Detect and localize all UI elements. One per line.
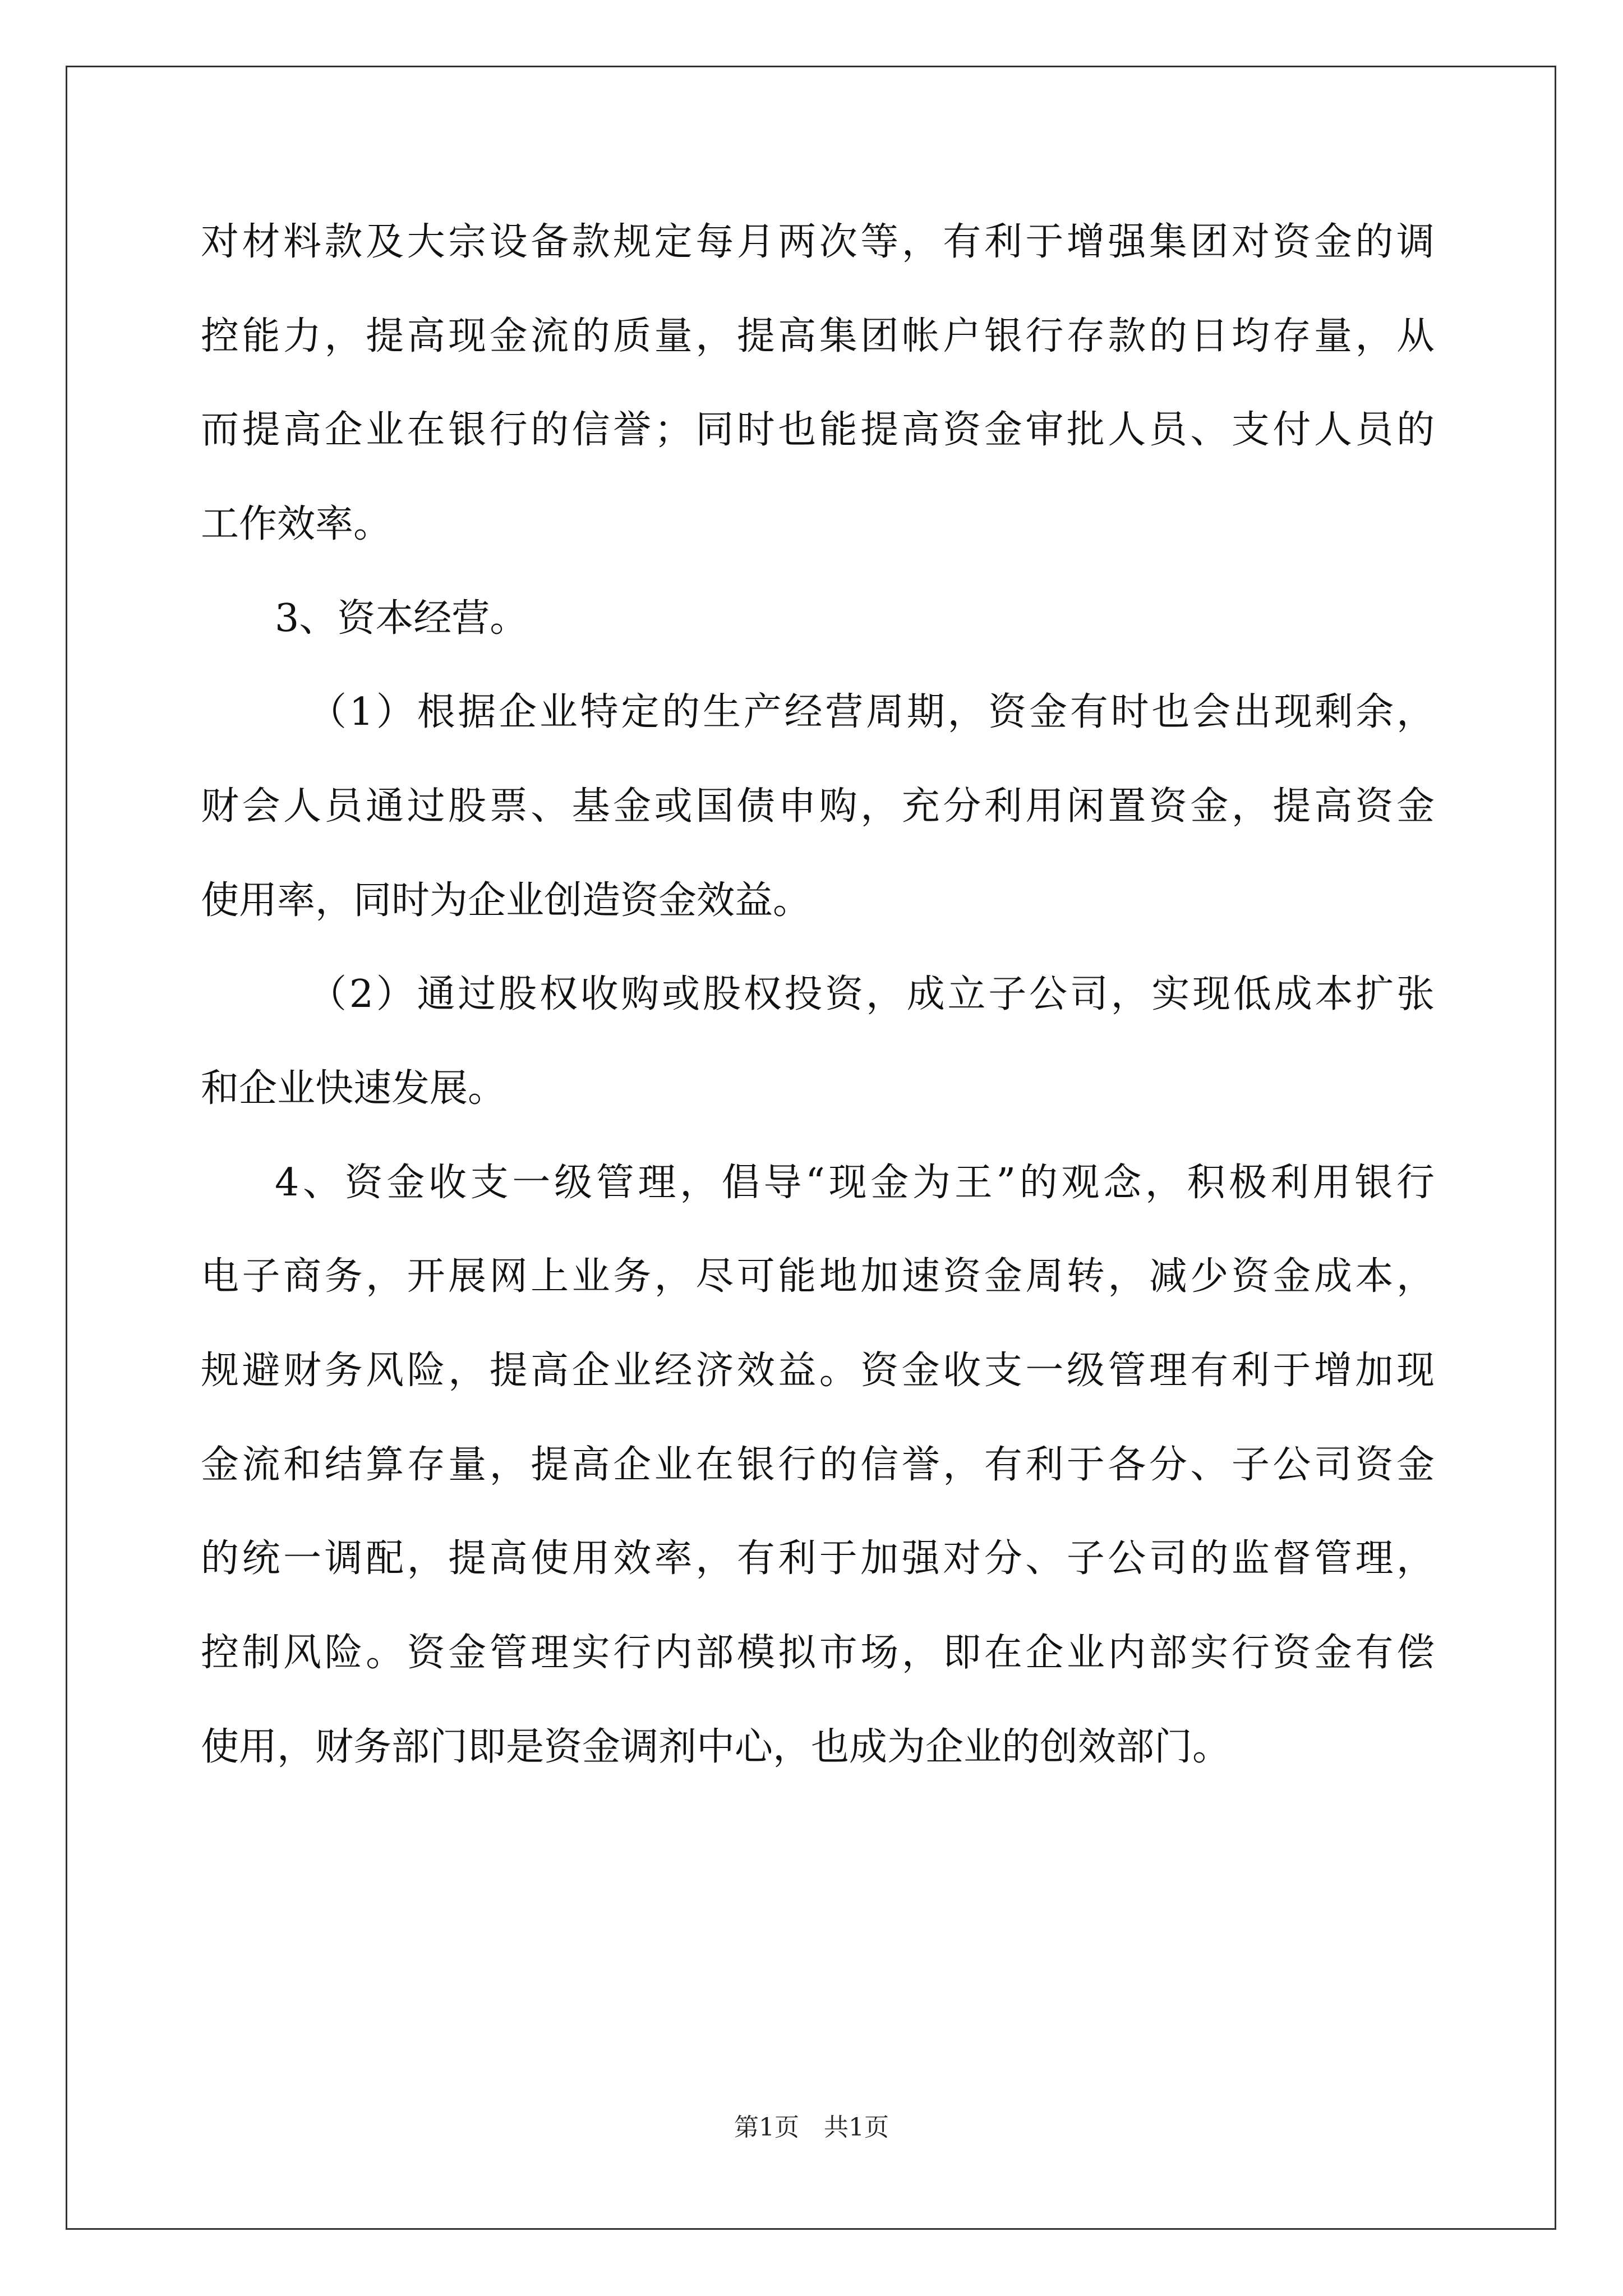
section-heading: 3、资本经营。 (275, 596, 528, 641)
body-line: （1）根据企业特定的生产经营周期，资金有时也会出现剩余， (308, 690, 1435, 734)
body-line: 金流和结算存量，提高企业在银行的信誉，有利于各分、子公司资金 (201, 1443, 1435, 1487)
body-line: 财会人员通过股票、基金或国债申购，充分利用闲置资金，提高资金 (201, 784, 1435, 829)
body-line: 使用，财务部门即是资金调剂中心，也成为企业的创效部门。 (201, 1725, 1231, 1769)
body-line: 控制风险。资金管理实行内部模拟市场，即在企业内部实行资金有偿 (201, 1631, 1435, 1675)
body-line: 电子商务，开展网上业务，尽可能地加速资金周转，减少资金成本， (201, 1254, 1435, 1299)
body-line: 而提高企业在银行的信誉；同时也能提高资金审批人员、支付人员的 (201, 408, 1435, 452)
body-line: 4、资金收支一级管理，倡导“现金为王”的观念，积极利用银行 (275, 1161, 1435, 1205)
page-border (66, 66, 1556, 2230)
page-footer: 第1页 共1页 (734, 2113, 889, 2142)
body-line: 控能力，提高现金流的质量，提高集团帐户银行存款的日均存量，从 (201, 314, 1435, 358)
body-line: （2）通过股权收购或股权投资，成立子公司，实现低成本扩张 (308, 972, 1435, 1016)
body-line: 和企业快速发展。 (201, 1066, 506, 1111)
body-line: 工作效率。 (201, 502, 392, 546)
body-line: 对材料款及大宗设备款规定每月两次等，有利于增强集团对资金的调 (201, 220, 1435, 264)
body-line: 使用率，同时为企业创造资金效益。 (201, 878, 811, 923)
body-line: 规避财务风险，提高企业经济效益。资金收支一级管理有利于增加现 (201, 1349, 1435, 1393)
body-line: 的统一调配，提高使用效率，有利于加强对分、子公司的监督管理， (201, 1536, 1435, 1581)
